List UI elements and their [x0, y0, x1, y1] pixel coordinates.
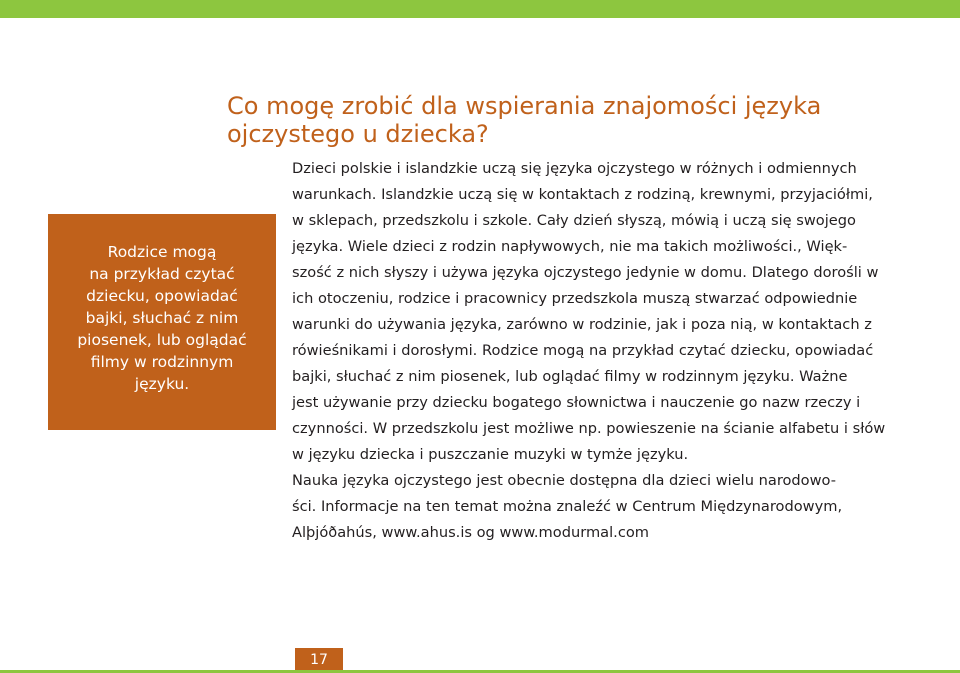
body-text: Dzieci polskie i islandzkie uczą się języka ojczystego w różnych i odmiennych warunkach. Islandzkie uczą się w kontaktach z rodziną, krewnymi, przyjaciółmi, w sklepach, przedszkolu i szkole. Cały dzień słyszą, mówią i uczą się swojego języka. Wiele dzieci z rodzin napływowych, nie ma takich możliwości., Więk- szość z nich słyszy i używa języka ojczystego jedynie w domu. Dlatego dorośli w ich otoczeniu, rodzice i pracownicy przedszkola muszą stwarzać odpowiednie warunki do używania języka, zarówno w rodzinie, jak i poza nią, w kontaktach z rówieśnikami i dorosłymi. Rodzice mogą na przykład czytać dziecku, opowiadać bajki, słuchać z nim piosenek, lub oglądać filmy w rodzinnym języku. Ważne jest używanie przy dziecku bogatego słownictwa i nauczenie go nazw rzeczy i czynności. W przedszkolu jest możliwe np. powieszenie na ścianie alfabetu i słów w języku dziecka i puszczanie muzyki w tymże języku. Nauka języka ojczystego jest obecnie dostępna dla dzieci wielu narodowo- ści. Informacje na ten temat można znaleźć w Centrum Międzynarodowym, Alþjóðahús, www.ahus.is og www.modurmal.com — [292, 160, 886, 541]
top-color-bar — [0, 0, 960, 18]
quote-box — [48, 214, 276, 430]
page-number: 17 — [295, 648, 343, 673]
quote-text: Rodzice mogą na przykład czytać dziecku, opowiadać bajki, słuchać z nim piosenek, lub oglądać filmy w rodzinnym języku. — [77, 243, 247, 393]
page-title: Co mogę zrobić dla wspierania znajomości języka ojczystego u dziecka? — [227, 92, 822, 148]
